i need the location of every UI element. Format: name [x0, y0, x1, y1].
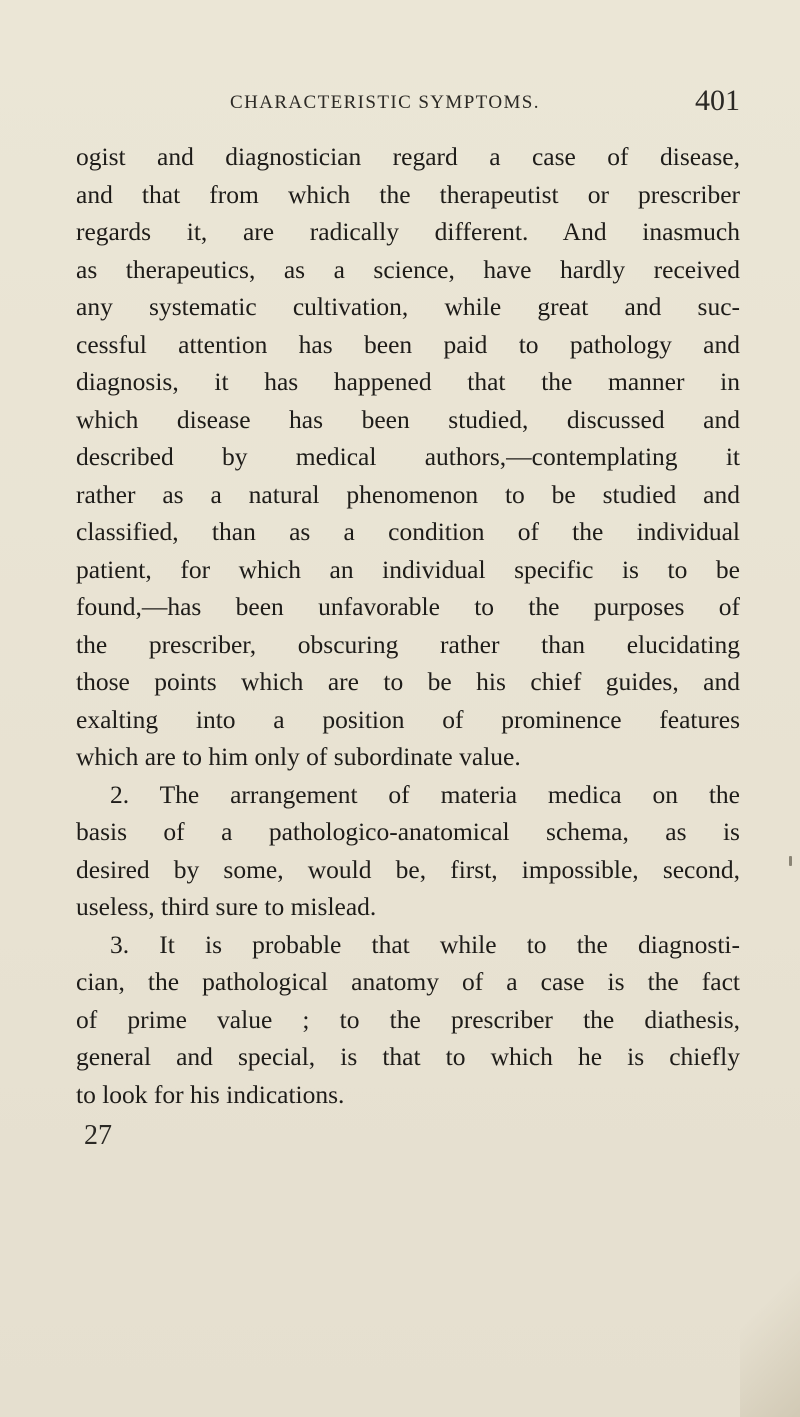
text-line: cian, the pathological anatomy of a case is the fact: [76, 967, 740, 996]
text-line: useless, third sure to mislead.: [76, 892, 377, 921]
text-line: ogist and diagnostician regard a case of disease,: [76, 142, 740, 171]
text-line: rather as a natural phenomenon to be studied and: [76, 479, 740, 509]
text-line: regards it, are radically different. And inasmuch: [76, 217, 740, 246]
text-line: classified, than as a condition of the individual: [76, 517, 740, 546]
text-line: general and special, is that to which he is chiefly: [76, 1042, 740, 1071]
text-line: basis of a pathologico-anatomical schema, as is: [76, 817, 740, 846]
text-line: cessful attention has been paid to pathology and: [76, 329, 740, 359]
text-line: diagnosis, it has happened that the manner in: [76, 367, 740, 396]
text-line: found,—has been unfavorable to the purposes of: [76, 592, 740, 621]
text-line: as therapeutics, as a science, have hardly received: [76, 254, 740, 284]
text-line: any systematic cultivation, while great and suc-: [76, 292, 740, 321]
signature-mark: 27: [84, 1120, 112, 1151]
text-line: and that from which the therapeutist or prescriber: [76, 179, 740, 209]
text-line: the prescriber, obscuring rather than elucidating: [76, 629, 740, 659]
text-line: 3. It is probable that while to the diagnosti-: [110, 929, 740, 959]
text-line: exalting into a position of prominence features: [76, 704, 740, 734]
running-head: [76, 84, 740, 124]
text-line: those points which are to be his chief guides, and: [76, 667, 740, 696]
text-line: which are to him only of subordinate value.: [76, 742, 521, 771]
text-line: patient, for which an individual specific is to be: [76, 554, 740, 584]
body-text: [76, 138, 740, 1113]
page-number: 401: [695, 84, 740, 117]
text-line: to look for his indications.: [76, 1079, 345, 1109]
text-line: of prime value ; to the prescriber the diathesis,: [76, 1004, 740, 1034]
text-line: desired by some, would be, first, impossible, second,: [76, 854, 740, 884]
text-line: which disease has been studied, discussed and: [76, 404, 740, 434]
text-line: 2. The arrangement of materia medica on the: [110, 779, 740, 809]
page-corner-shadow: [740, 1230, 800, 1417]
margin-mark: [789, 856, 792, 866]
text-line: described by medical authors,—contemplating it: [76, 442, 740, 471]
running-title: CHARACTERISTIC SYMPTOMS.: [230, 92, 540, 113]
